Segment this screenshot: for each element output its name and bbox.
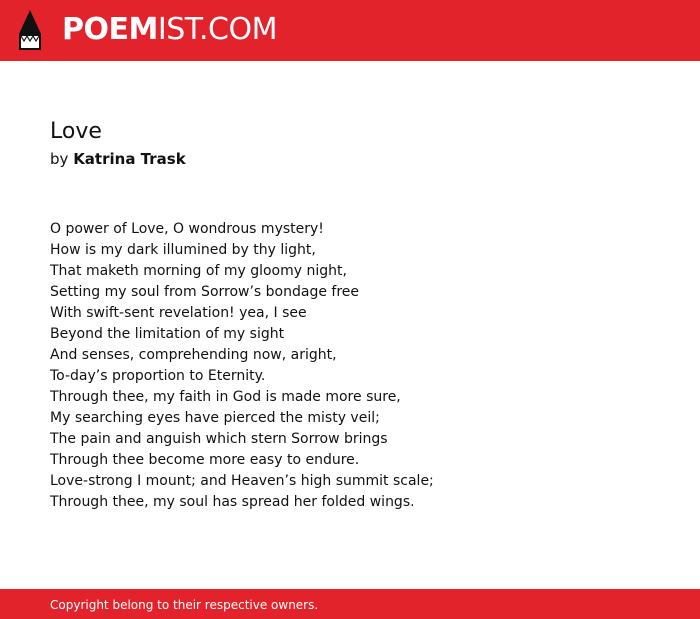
site-footer: [0, 589, 700, 619]
poem-line: That maketh morning of my gloomy night,: [50, 263, 347, 279]
site-logo-link[interactable]: [62, 13, 277, 47]
logo-bold-text: POEM: [62, 12, 158, 47]
poem-line: How is my dark illumined by thy light,: [50, 242, 316, 258]
poem-line: And senses, comprehending now, aright,: [50, 347, 337, 363]
poem-line: To-day’s proportion to Eternity.: [50, 368, 266, 384]
site-header: [0, 0, 700, 61]
byline: [50, 149, 186, 169]
by-label: by: [50, 150, 69, 168]
logo-light-text: IST.COM: [157, 12, 277, 47]
poem-line: Setting my soul from Sorrow’s bondage free: [50, 284, 360, 300]
poem-line: Through thee, my faith in God is made more sure,: [50, 389, 401, 405]
poem-body: [50, 219, 434, 513]
poem-line: With swift-sent revelation! yea, I see: [50, 305, 307, 321]
poem-line: Beyond the limitation of my sight: [50, 326, 285, 342]
poem-line: O power of Love, O wondrous mystery!: [50, 221, 324, 237]
poem-line: Love-strong I mount; and Heaven’s high summit scale;: [50, 473, 434, 489]
pencil-tip-icon[interactable]: [18, 10, 42, 52]
poem-title: Love: [50, 119, 102, 144]
poem-line: My searching eyes have pierced the misty veil;: [50, 410, 380, 426]
poem-line: Through thee become more easy to endure.: [50, 452, 360, 468]
copyright-notice: Copyright belong to their respective owners.: [50, 598, 319, 612]
poem-line: Through thee, my soul has spread her folded wings.: [50, 494, 415, 510]
poem-line: The pain and anguish which stern Sorrow brings: [50, 431, 388, 447]
author-name: Katrina Trask: [73, 150, 186, 168]
